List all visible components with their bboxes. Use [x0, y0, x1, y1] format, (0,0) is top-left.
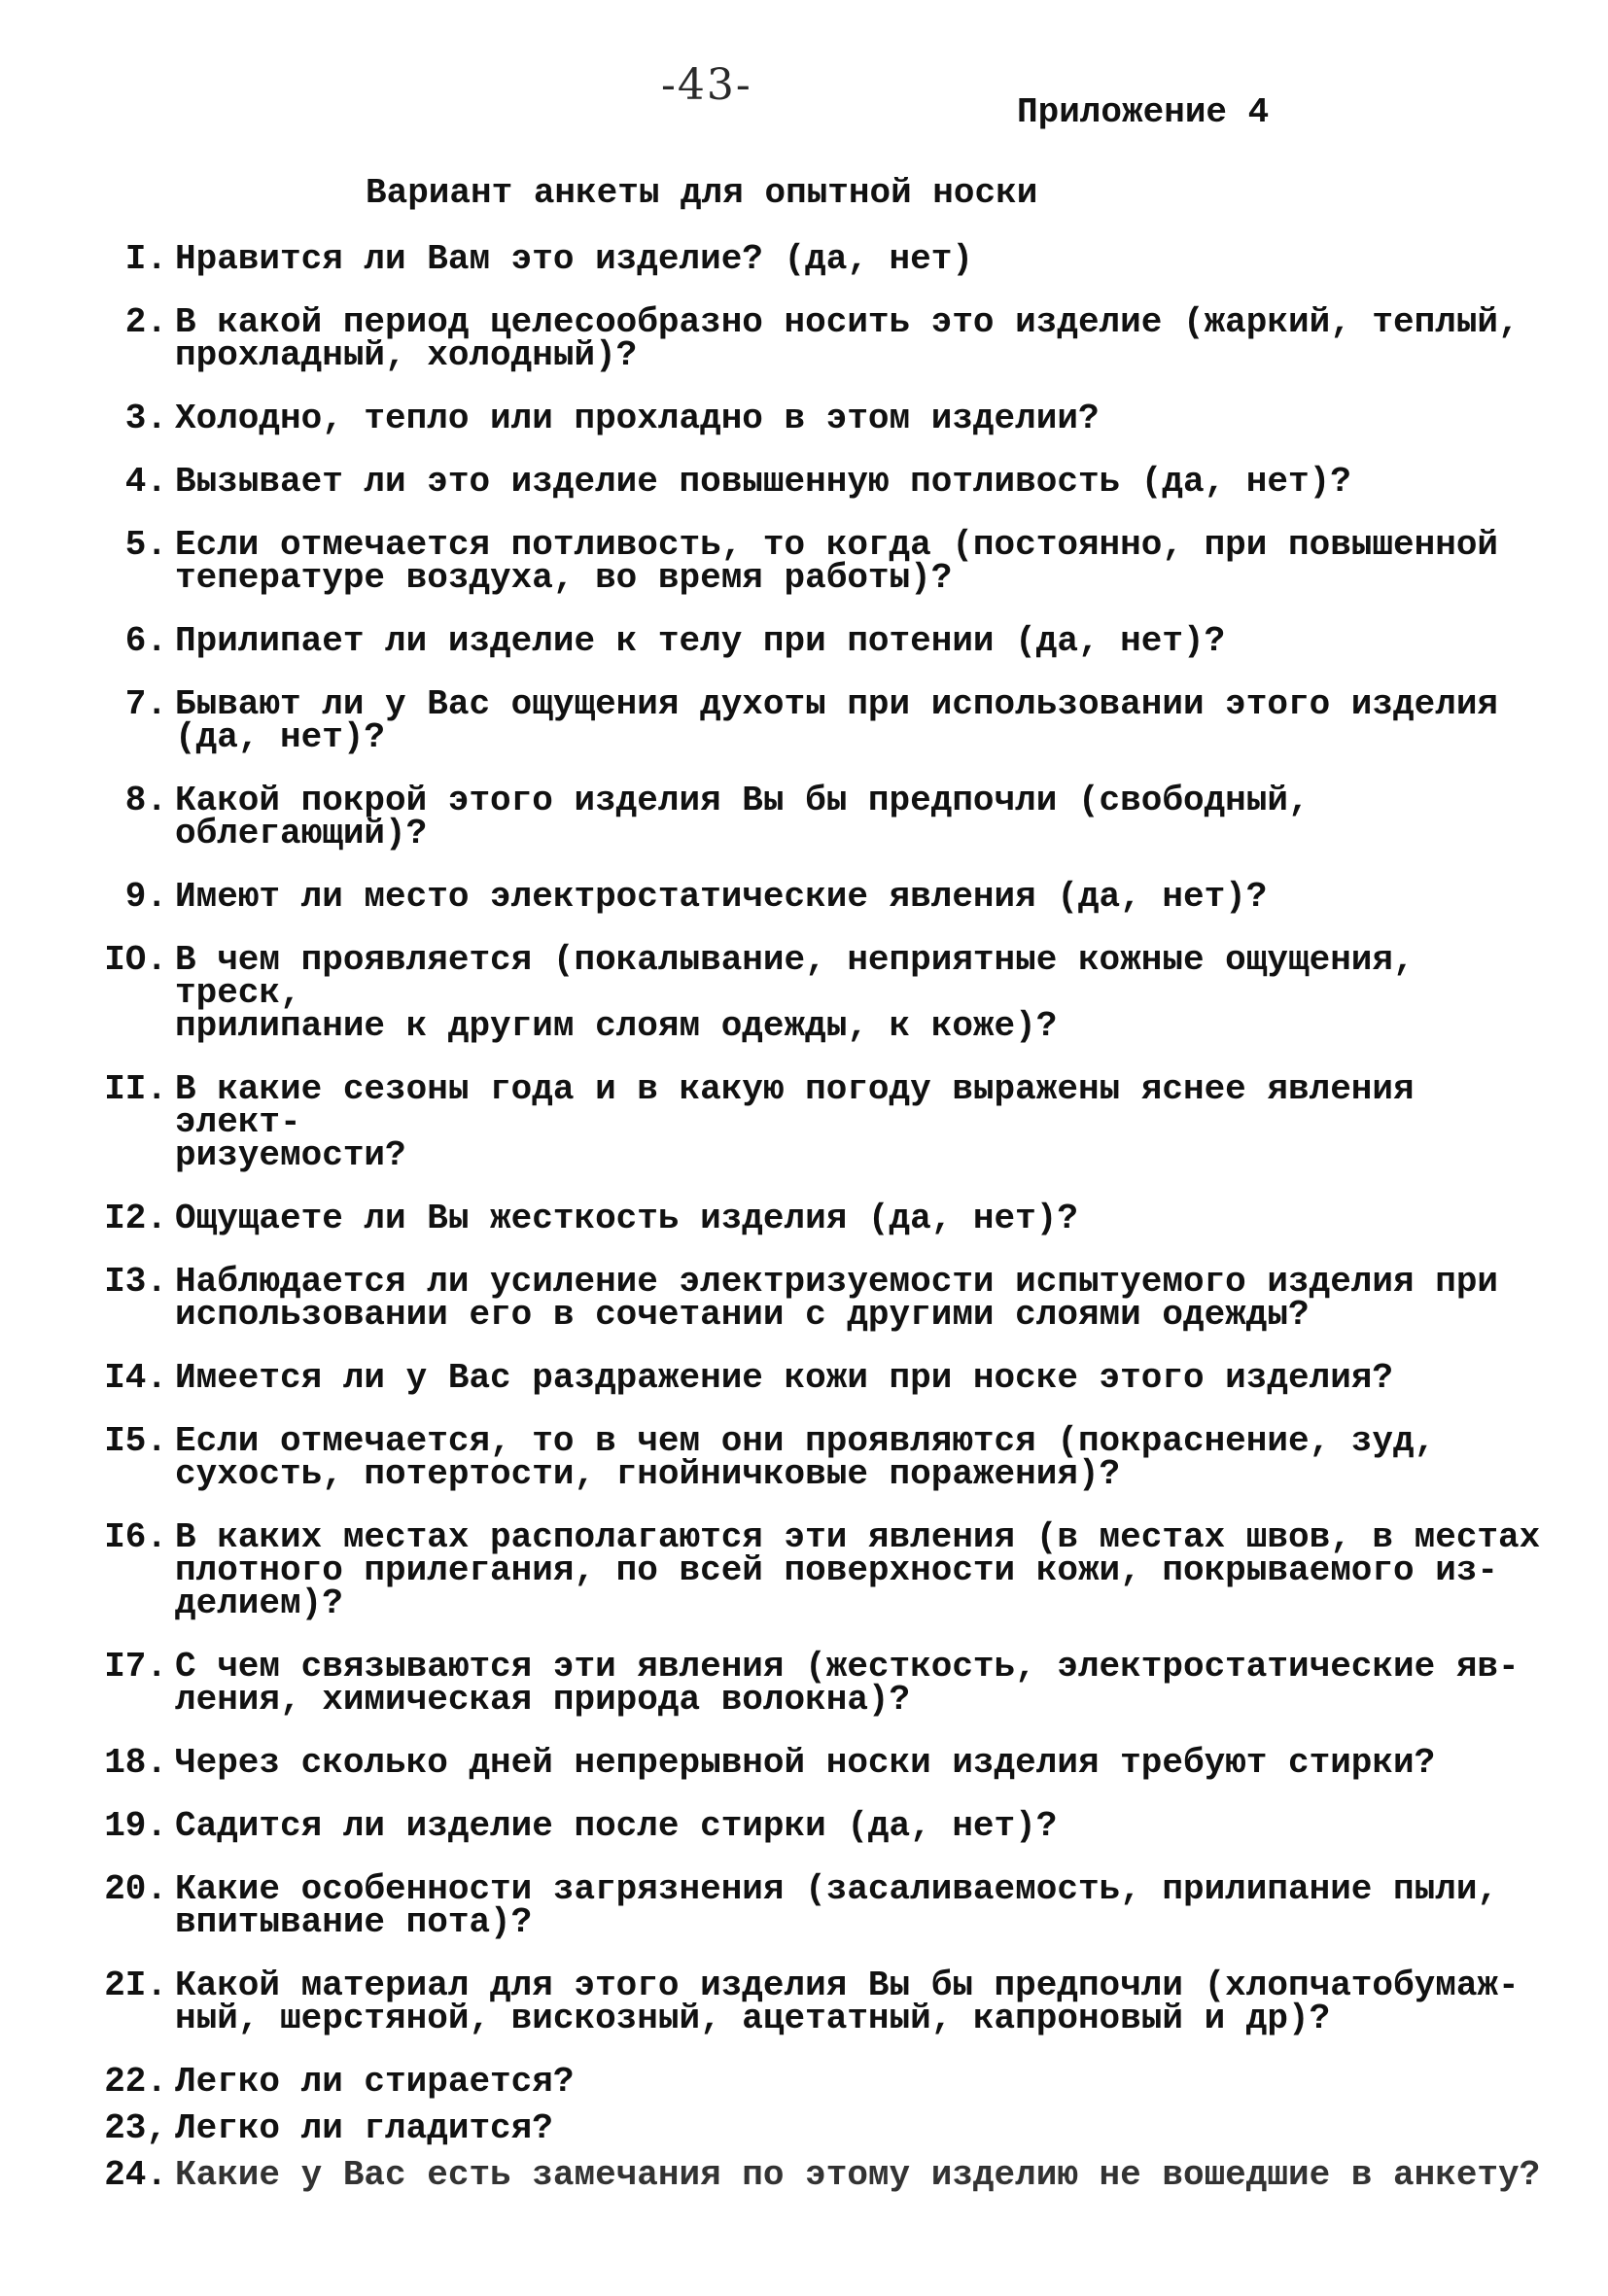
question-number: 6. [124, 621, 167, 661]
question-text: Если отмечается, то в чем они проявляются (покраснение, зуд, сухость, потертости, гнойничковые поражения)? [175, 1421, 1436, 1494]
question-number: I7. [104, 1647, 167, 1687]
question-text: Вызывает ли это изделие повышенную потливость (да, нет)? [175, 462, 1351, 502]
question-item [58, 1262, 1546, 1335]
question-item [58, 239, 1546, 279]
question-number: 20. [104, 1869, 167, 1909]
question-number: 8. [124, 781, 167, 820]
question-text: Имеют ли место электростатические явления (да, нет)? [175, 877, 1268, 917]
question-text: Какие особенности загрязнения (засаливаемость, прилипание пыли, впитывание пота)? [175, 1869, 1499, 1942]
question-number: I4. [104, 1358, 167, 1398]
question-item [58, 399, 1546, 438]
question-number: 24. [104, 2155, 167, 2195]
question-item [58, 1421, 1546, 1494]
question-text: Через сколько дней непрерывной носки изделия требуют стирки? [175, 1743, 1436, 1783]
question-text: Какой материал для этого изделия Вы бы предпочли (хлопчатобумаж- ный, шерстяной, вискозный, ацетатный, капроновый и др)? [175, 1966, 1520, 2038]
question-item [58, 781, 1546, 853]
question-text: В чем проявляется (покалывание, неприятные кожные ощущения, треск, прилипание к другим слоям одежды, к коже)? [175, 940, 1415, 1046]
question-item [58, 525, 1546, 598]
question-number: 23, [104, 2108, 167, 2148]
question-number: 5. [124, 525, 167, 565]
question-text: Прилипает ли изделие к телу при потении (да, нет)? [175, 621, 1226, 661]
question-number: I3. [104, 1262, 167, 1302]
page-title: Вариант анкеты для опытной носки [366, 173, 1038, 213]
question-text: В какие сезоны года и в какую погоду выражены яснее явления элект- ризуемости? [175, 1069, 1415, 1175]
question-text: В какой период целесообразно носить это изделие (жаркий, теплый, прохладный, холодный)? [175, 302, 1520, 375]
question-text: Наблюдается ли усиление электризуемости испытуемого изделия при использовании его в сочетании с другими слоями одежды? [175, 1262, 1499, 1335]
question-number: I2. [104, 1199, 167, 1238]
question-text: Холодно, тепло или прохладно в этом изделии? [175, 399, 1100, 438]
question-number: II. [104, 1069, 167, 1109]
question-item [58, 462, 1546, 502]
question-item [58, 1069, 1546, 1175]
question-number: I. [124, 239, 167, 279]
question-text: Если отмечается потливость, то когда (постоянно, при повышенной тепературе воздуха, во время работы)? [175, 525, 1499, 598]
appendix-label: Приложение 4 [1017, 92, 1270, 132]
question-item [58, 1806, 1546, 1846]
question-text: В каких местах располагаются эти явления (в местах швов, в местах плотного прилегания, по всей поверхности кожи, покрываемого из- делием)? [175, 1517, 1541, 1623]
question-text: Легко ли стирается? [175, 2062, 575, 2102]
questionnaire-list [58, 239, 1546, 2222]
question-text: С чем связываются эти явления (жесткость, электростатические яв- ления, химическая природа волокна)? [175, 1647, 1520, 1720]
question-item [58, 684, 1546, 757]
question-item [58, 2155, 1546, 2195]
question-text: Ощущаете ли Вы жесткость изделия (да, нет)? [175, 1199, 1078, 1238]
question-number: 18. [104, 1743, 167, 1783]
question-text: Какие у Вас есть замечания по этому изделию не вошедшие в анкету? [175, 2155, 1541, 2195]
question-number: 2I. [104, 1966, 167, 2005]
question-number: 22. [104, 2062, 167, 2102]
question-number: 9. [124, 877, 167, 917]
question-number: 3. [124, 399, 167, 438]
page-number: -43- [661, 60, 752, 110]
question-item [58, 1647, 1546, 1720]
question-text: Какой покрой этого изделия Вы бы предпочли (свободный, облегающий)? [175, 781, 1331, 853]
question-number: I5. [104, 1421, 167, 1461]
question-number: I6. [104, 1517, 167, 1557]
question-item [58, 1743, 1546, 1783]
question-text: Садится ли изделие после стирки (да, нет)? [175, 1806, 1058, 1846]
question-number: IO. [104, 940, 167, 980]
question-item [58, 1358, 1546, 1398]
question-text: Имеется ли у Вас раздражение кожи при носке этого изделия? [175, 1358, 1394, 1398]
question-item [58, 302, 1546, 375]
question-item [58, 1966, 1546, 2038]
question-text: Бывают ли у Вас ощущения духоты при использовании этого изделия (да, нет)? [175, 684, 1499, 757]
question-number: 19. [104, 1806, 167, 1846]
question-text: Нравится ли Вам это изделие? (да, нет) [175, 239, 973, 279]
question-text: Легко ли гладится? [175, 2108, 553, 2148]
question-item [58, 877, 1546, 917]
question-item [58, 1199, 1546, 1238]
question-item [58, 2062, 1546, 2102]
question-item [58, 1869, 1546, 1942]
question-number: 2. [124, 302, 167, 342]
question-item [58, 1517, 1546, 1623]
question-number: 7. [124, 684, 167, 724]
question-item [58, 940, 1546, 1046]
question-item [58, 621, 1546, 661]
question-item [58, 2108, 1546, 2148]
question-number: 4. [124, 462, 167, 502]
